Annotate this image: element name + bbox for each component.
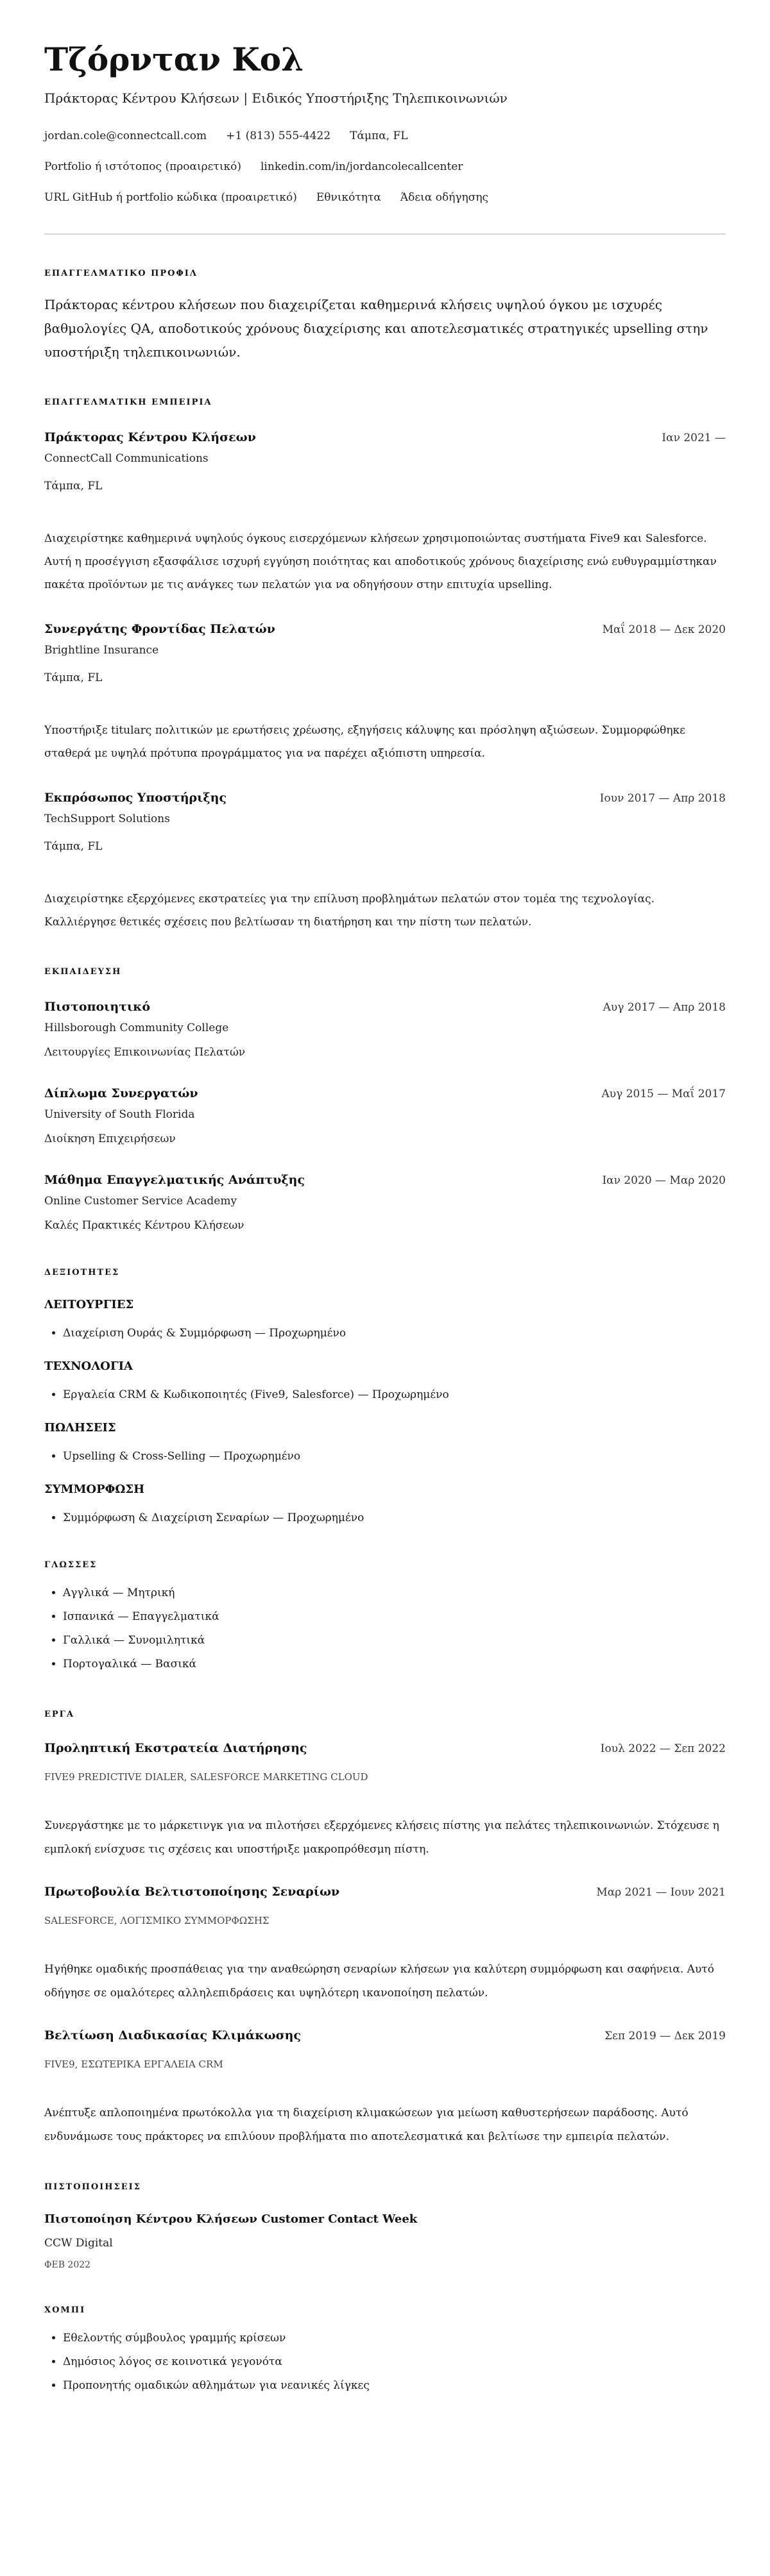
company: Brightline Insurance [44,644,159,657]
project-dates: Σεπ 2019 — Δεκ 2019 [604,2030,726,2042]
experience-section [44,396,726,934]
job-dates: Μαΐ 2018 — Δεκ 2020 [602,623,726,636]
field-of-study: Διοίκηση Επιχειρήσεων [44,1132,176,1145]
education-dates: Αυγ 2015 — Μαΐ 2017 [601,1088,726,1100]
phone: +1 (813) 555-4422 [226,130,331,142]
job-dates: Ιαν 2021 — [662,432,726,444]
company: TechSupport Solutions [44,812,170,825]
candidate-headline: Πράκτορας Κέντρου Κλήσεων | Ειδικός Υποστήριξης Τηλεπικοινωνιών [44,90,508,106]
project-description: Ηγήθηκε ομαδικής προσπάθειας για την αναθεώρηση σεναρίων κλήσεων για καλύτερη συμμόρφωση και σαφήνεια. Αυτό οδήγησε σε ομαλότερες αλληλεπιδράσεις και υψηλότερη ικανοποίηση πελατών. [44,1963,714,1999]
language-list [44,1581,726,1676]
section-heading: ΠΙΣΤΟΠΟΙΗΣΕΙΣ [44,2182,141,2192]
section-heading: ΓΛΩΣΣΕΣ [44,1560,98,1570]
degree-title: Μάθημα Επαγγελματικής Ανάπτυξης [44,1173,305,1187]
project-dates: Ιουλ 2022 — Σεπ 2022 [600,1742,726,1755]
degree-title: Δίπλωμα Συνεργατών [44,1086,198,1100]
section-heading: ΕΚΠΑΙΔΕΥΣΗ [44,967,122,977]
skill-item: • Συμμόρφωση & Διαχείριση Σεναρίων — Προχωρημένο [63,1509,726,1527]
skill-item: • Διαχείριση Ουράς & Συμμόρφωση — Προχωρημένο [63,1324,726,1342]
job-title: Πράκτορας Κέντρου Κλήσεων [44,430,256,444]
project-entry [44,1883,726,2005]
education-entry [44,998,726,1061]
institution: Online Customer Service Academy [44,1195,237,1208]
company: ConnectCall Communications [44,452,209,465]
skill-category: ΛΕΙΤΟΥΡΓΙΕΣ [44,1298,134,1311]
job-description: Υποστήριξε titularς πολιτικών με ερωτήσεις χρέωσης, εξηγήσεις κάλυψης και πρόσληψη αξιώσεων. Συμμορφώθηκε σταθερά με υψηλά πρότυπα προγράμματος για να παρέχει αξιόπιστη υπηρεσία. [44,724,685,760]
section-heading: ΕΡΓΑ [44,1710,74,1719]
project-entry [44,1739,726,1862]
github-link[interactable]: URL GitHub ή portfolio κώδικα (προαιρετικό) [44,191,297,204]
certification-issuer: CCW Digital [44,2237,113,2250]
project-title: Προληπτική Εκστρατεία Διατήρησης [44,1741,307,1755]
driving-license: Άδεια οδήγησης [400,191,489,204]
email-link[interactable]: jordan.cole@connectcall.com [44,130,207,142]
project-dates: Μαρ 2021 — Ιουν 2021 [596,1886,726,1899]
profile-section [44,267,726,364]
institution: University of South Florida [44,1108,195,1121]
candidate-name: Τζόρνταν Κολ [44,40,304,78]
languages-section [44,1559,726,1676]
job-location: Τάμπα, FL [44,671,103,684]
hobby-item: • Προπονητής ομαδικών αθλημάτων για νεανικές λίγκες [63,2374,726,2398]
degree-title: Πιστοποιητικό [44,1000,151,1014]
certifications-section [44,2181,726,2272]
skill-list [44,1324,726,1342]
skill-list [44,1386,726,1404]
experience-entry [44,789,726,934]
section-heading: ΕΠΑΓΓΕΛΜΑΤΙΚΟ ΠΡΟΦΙΛ [44,269,198,278]
language-item: • Γαλλικά — Συνομιλητικά [63,1629,726,1653]
language-item: • Πορτογαλικά — Βασικά [63,1653,726,1676]
project-title: Πρωτοβουλία Βελτιστοποίησης Σεναρίων [44,1885,340,1899]
section-heading: ΕΠΑΓΓΕΛΜΑΤΙΚΗ ΕΜΠΕΙΡΙΑ [44,398,212,407]
profile-summary: Πράκτορας κέντρου κλήσεων που διαχειρίζεται καθημερινά κλήσεις υψηλού όγκου με ισχυρές βαθμολογίες QA, αποδοτικούς χρόνους διαχείρισης και αποτελεσματικές στρατηγικές upselling στην υποστήριξη τηλεπικοινωνιών. [44,297,708,360]
education-entry [44,1171,726,1234]
certification-date: ΦΕΒ 2022 [44,2260,91,2270]
projects-section [44,1708,726,2149]
certification-title: Πιστοποίηση Κέντρου Κλήσεων Customer Contact Week [44,2212,418,2226]
job-title: Εκπρόσωπος Υποστήριξης [44,791,227,805]
skill-item: • Εργαλεία CRM & Κωδικοποιητές (Five9, Salesforce) — Προχωρημένο [63,1386,726,1404]
skill-item: • Upselling & Cross-Selling — Προχωρημένο [63,1447,726,1465]
skill-list [44,1447,726,1465]
location: Τάμπα, FL [350,130,408,142]
language-item: • Ισπανικά — Επαγγελματικά [63,1605,726,1629]
contact-row [44,188,726,207]
project-description: Συνεργάστηκε με το μάρκετινγκ για να πιλοτήσει εξερχόμενες κλήσεις πίστης για πελάτες τηλεπικοινωνιών. Στόχευσε η εμπλοκή ενίσχυσε τις σχέσεις και υποστήριξε μακροπρόθεσμη πίστη. [44,1819,719,1856]
job-description: Διαχειρίστηκε εξερχόμενες εκστρατείες για την επίλυση προβλημάτων πελατών στον τομέα της τεχνολογίας. Καλλιέργησε θετικές σχέσεις που βελτίωσαν τη διατήρηση και την πίστη των πελατών. [44,893,654,929]
section-heading: ΧΟΜΠΙ [44,2305,86,2315]
education-dates: Αυγ 2017 — Απρ 2018 [603,1001,726,1014]
skill-category: ΤΕΧΝΟΛΟΓΙΑ [44,1360,133,1373]
contact-row [44,126,726,146]
project-tech: FIVE9 PREDICTIVE DIALER, SALESFORCE MARKETING CLOUD [44,1771,368,1783]
experience-entry [44,620,726,765]
hobbies-section [44,2304,726,2398]
portfolio-link[interactable]: Portfolio ή ιστότοπος (προαιρετικό) [44,160,241,173]
project-tech: SALESFORCE, ΛΟΓΙΣΜΙΚΟ ΣΥΜΜΟΡΦΩΣΗΣ [44,1915,270,1926]
header-divider [44,233,726,235]
nationality: Εθνικότητα [316,191,381,204]
institution: Hillsborough Community College [44,1022,229,1034]
job-location: Τάμπα, FL [44,480,103,492]
project-description: Ανέπτυξε απλοποιημένα πρωτόκολλα για τη διαχείριση κλιμακώσεων για μείωση καθυστερήσεων παράδοσης. Αυτό ενδυνάμωσε τους πράκτορες να επιλύουν προβλήματα πιο αποτελεσματικά και βελτίωσε την εμπειρία πελατών. [44,2107,689,2143]
education-section [44,966,726,1234]
hobby-item: • Δημόσιος λόγος σε κοινοτικά γεγονότα [63,2350,726,2374]
project-entry [44,2026,726,2149]
project-title: Βελτίωση Διαδικασίας Κλιμάκωσης [44,2028,302,2042]
language-item: • Αγγλικά — Μητρική [63,1581,726,1605]
skills-section [44,1267,726,1527]
job-dates: Ιουν 2017 — Απρ 2018 [599,792,726,805]
job-description: Διαχειρίστηκε καθημερινά υψηλούς όγκους εισερχόμενων κλήσεων χρησιμοποιώντας συστήματα Five9 και Salesforce. Αυτή η προσέγγιση εξασφάλισε ισχυρή εγγύηση ποιότητας και αποδοτικούς χρόνους διαχείρισης ενώ ευθυγραμμίστηκαν πακέτα προϊόντων με τις ανάγκες των πελατών για να οδηγήσουν στην επιτυχία upselling. [44,532,717,591]
field-of-study: Λειτουργίες Επικοινωνίας Πελατών [44,1046,246,1059]
job-title: Συνεργάτης Φροντίδας Πελατών [44,622,275,636]
hobby-item: • Εθελοντής σύμβουλος γραμμής κρίσεων [63,2327,726,2350]
contact-row [44,157,726,176]
skill-category: ΣΥΜΜΟΡΦΩΣΗ [44,1483,145,1496]
education-dates: Ιαν 2020 — Μαρ 2020 [602,1174,726,1187]
project-tech: FIVE9, ΕΣΩΤΕΡΙΚΑ ΕΡΓΑΛΕΙΑ CRM [44,2058,223,2070]
section-heading: ΔΕΞΙΟΤΗΤΕΣ [44,1268,120,1277]
job-location: Τάμπα, FL [44,840,103,853]
field-of-study: Καλές Πρακτικές Κέντρου Κλήσεων [44,1219,244,1232]
skill-list [44,1509,726,1527]
education-entry [44,1084,726,1148]
certification-entry [44,2210,726,2272]
experience-entry [44,428,726,596]
linkedin-link[interactable]: linkedin.com/in/jordancolecallcenter [261,160,463,173]
hobby-list [44,2327,726,2398]
resume-header [44,40,726,207]
skill-category: ΠΩΛΗΣΕΙΣ [44,1421,116,1435]
